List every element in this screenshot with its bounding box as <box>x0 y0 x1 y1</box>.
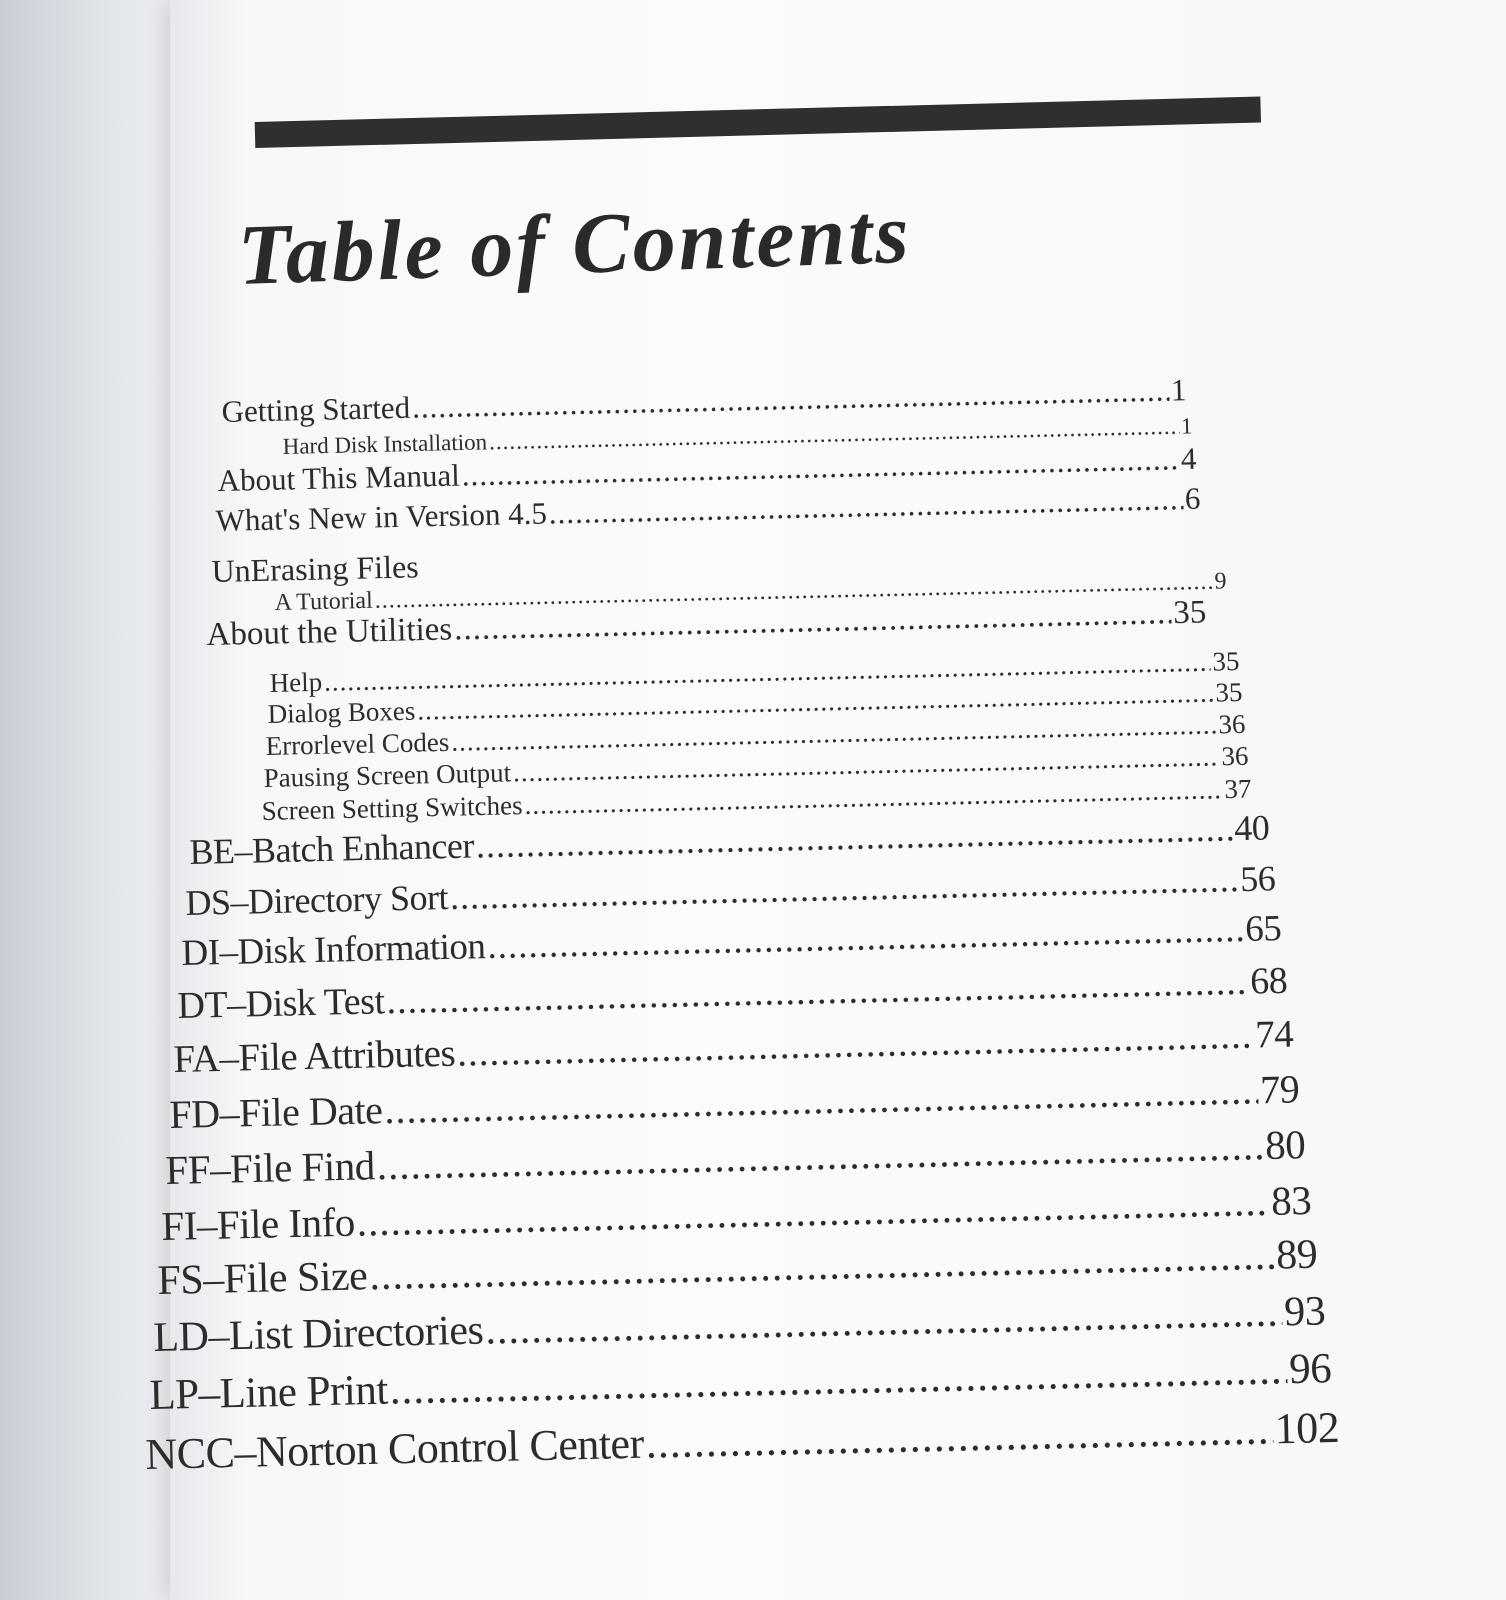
toc-entry-page: 68 <box>1249 959 1288 1003</box>
toc-entry-label: DT–Disk Test <box>177 980 385 1028</box>
toc-entry-label: Help <box>269 666 323 699</box>
page-title: Table of Contents <box>236 184 914 303</box>
toc-entry-page: 40 <box>1233 807 1270 849</box>
toc-entry-page: 56 <box>1239 858 1276 900</box>
toc-entry-label: Hard Disk Installation <box>282 429 488 460</box>
toc-entry-label: LD–List Directories <box>152 1307 484 1362</box>
toc-entry-page: 96 <box>1288 1345 1332 1394</box>
toc-entry-label: A Tutorial <box>274 587 373 617</box>
toc-entry-label: BE–Batch Enhancer <box>189 825 475 873</box>
toc-entry-page: 102 <box>1274 1402 1340 1454</box>
toc-leader-dots <box>449 858 1238 918</box>
toc-entry-page: 35 <box>1215 676 1243 708</box>
toc-entry-page: 93 <box>1283 1288 1326 1336</box>
toc-entry-label: UnErasing Files <box>211 548 420 590</box>
toc-entry-label: FD–File Date <box>168 1087 383 1138</box>
toc-entry-label: FS–File Size <box>156 1253 368 1305</box>
toc-entry-page: 6 <box>1184 480 1201 517</box>
toc-entry-label: LP–Line Print <box>148 1366 389 1420</box>
toc-entry-page: 83 <box>1270 1176 1312 1224</box>
toc-entry-label: Dialog Boxes <box>267 695 416 730</box>
toc-entry-page: 36 <box>1218 708 1246 740</box>
toc-entry-page: 65 <box>1244 908 1282 950</box>
toc-leader-dots <box>645 1403 1273 1468</box>
toc-entry-page: 79 <box>1259 1066 1300 1113</box>
toc-entry-label: NCC–Norton Control Center <box>144 1418 645 1480</box>
toc-entry-page: 80 <box>1264 1121 1306 1169</box>
toc-entry-label: DS–Directory Sort <box>185 877 449 924</box>
toc-leader-dots <box>487 908 1244 968</box>
toc-entry-label: About the Utilities <box>206 611 453 654</box>
toc-leader-dots <box>386 960 1249 1024</box>
toc-entry-label: Pausing Screen Output <box>263 757 512 794</box>
toc-entry-page: 37 <box>1224 773 1252 805</box>
toc-entry-page: 1 <box>1170 372 1187 408</box>
toc-entry-label: Getting Started <box>221 389 411 430</box>
toc-entry-page: 35 <box>1212 646 1240 677</box>
toc-entry-page: 9 <box>1214 568 1227 595</box>
toc-entry-label: Errorlevel Codes <box>265 726 450 762</box>
toc-leader-dots <box>389 1345 1288 1414</box>
toc-entry-label: About This Manual <box>217 457 461 499</box>
toc-entry-page: 74 <box>1254 1012 1294 1057</box>
toc-leader-dots <box>457 1013 1254 1076</box>
toc-entry-label: Screen Setting Switches <box>261 790 523 827</box>
toc-entry-label: DI–Disk Information <box>181 926 486 975</box>
toc-entry-page: 4 <box>1180 440 1197 477</box>
toc-entry-page: 1 <box>1180 413 1193 439</box>
toc-leader-dots <box>384 1066 1259 1133</box>
toc-entry-page: 36 <box>1221 740 1249 772</box>
toc-leader-dots <box>376 1121 1264 1189</box>
toc-leader-dots <box>485 1288 1283 1354</box>
toc-entry-label: FF–File Find <box>164 1142 376 1194</box>
toc-entry-label: FA–File Attributes <box>173 1031 456 1082</box>
toc-entry-label: FI–File Info <box>160 1198 356 1250</box>
toc-entry-page: 35 <box>1172 594 1207 632</box>
toc-entry-page: 89 <box>1275 1231 1318 1279</box>
toc-entry-label: What's New in Version 4.5 <box>215 495 548 539</box>
